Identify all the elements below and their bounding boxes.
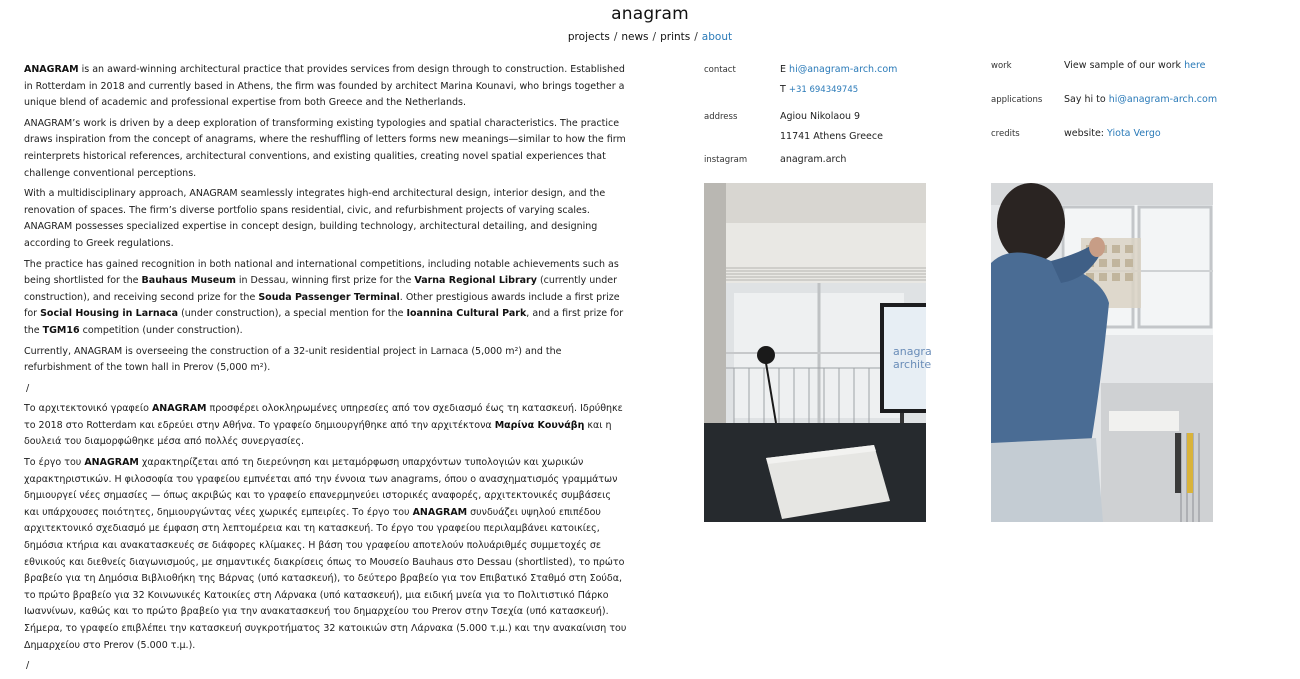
bio-text-span: προσφέρει ολοκληρωμένες υπηρεσίες από τον σχεδιασμό έως τη κατασκευή. Ιδρύθηκε το 2018 στο Rotterdam και εδρεύει στην Αθήνα. Το γραφείο δημιουργήθηκε από την αρχιτέκτονα [24,403,623,431]
bio-text-span: Το έργο του [24,457,85,469]
bio-text-span: competition (under construction). [79,324,243,336]
bio-highlight: ANAGRAM [84,457,139,469]
bio-text-span: , and a first prize for the [24,308,624,336]
contact-label: contact [704,65,736,75]
applications-label: applications [991,95,1043,105]
address-link[interactable]: Agiou Nikolaou 9 [780,111,861,122]
email-prefix: E [780,64,787,75]
office-photo [704,183,932,522]
bio-en-p3: With a multidisciplinary approach, ANAGRAM seamlessly integrates high-end architectural design, interior design, and the renovation of spaces. The firm’s diverse portfolio spans residential, civic, and refurbishment projects of varying scales. ANAGRAM possesses specialized expertise in concept design, building technology, architectural detailing, and designing according to Greek regulations. [24,188,606,249]
bio-highlight: ANAGRAM [412,506,468,518]
phone-row [780,84,858,95]
work-here-link[interactable]: here [1184,60,1206,71]
person-photo-image [991,183,1213,522]
bio-text-span: (under construction), a special mention for the [178,308,407,320]
email-link[interactable]: hi@anagram-arch.com [789,64,898,75]
nav-news[interactable]: news [621,31,649,43]
person-photo [991,183,1213,522]
bio-highlight: Ioannina Cultural Park [406,308,527,320]
bio-el-p2 [24,455,628,654]
credits-link[interactable]: Yiota Vergo [1107,128,1161,139]
work-row [1064,60,1206,71]
instagram-link[interactable]: anagram.arch [780,154,847,165]
bio-en-p1 [24,62,628,112]
credits-row [1064,128,1161,139]
bio-highlight: Varna Regional Library [414,275,537,287]
work-label: work [991,61,1012,71]
applications-text: Say hi to [1064,94,1109,105]
nav-about[interactable]: about [701,31,733,43]
work-text: View sample of our work [1064,60,1185,71]
bio-text-span: in Dessau, winning first prize for the [235,275,415,287]
bio-text-span: χαρακτηρίζεται από τη διερεύνηση και μεταμόρφωση υπαρχόντων τυπολογιών και χωρικών χαρακτηριστικών. Η φιλοσοφία του γραφείου εμπνέεται από την έννοια των anagrams, όπου ο ανασχηματισμός γραμμάτων δημιουργεί νέες σημασίες — όπως ακριβώς και το γραφείο επανερμηνεύει ιστορικές αναφορές, αρχιτεκτονικές συμβάσεις και υπάρχουσες ποιότητες, δημιουργώντας νέες χωρικές εμπειρίες. Το έργο του [24,457,618,518]
bio-text-span: συνδυάζει υψηλού επιπέδου αρχιτεκτονικό σχεδιασμό με έμφαση στη λεπτομέρεια και τη κατασκευή. Το έργο του γραφείου περιλαμβάνει κατοικίες, δημόσια κτήρια και ανακατασκευές σε διάφορες κλίμακες. Η βάση του γραφείου αποτελούν πολυάριθμές συμμετοχές σε εθνικούς και διεθνείς διαγωνισμούς, με σημαντικές διακρίσεις όπως το Μουσείο Bauhaus στο Dessau (shortlisted), το πρώτο βραβείο για τη Δημόσια Βιβλιοθήκη της Βάρνας (υπό κατασκευή), το δεύτερο βραβείο για τον Επιβατικό Σταθμό στη Σούδα, το πρώτο βραβείο για 32 Κοινωνικές Κατοικίες στη Λάρνακα (υπό κατασκευή), μια ειδική μνεία για το Πολιτιστικό Πάρκο Ιωαννίνων, καθώς και το πρώτο βραβείο για την ανακατασκευή του δημαρχείου του Prerov στην Τσεχία (υπό κατασκευή). Σήμερα, το γραφείο επιβλέπει την κατασκευή συγκροτήματος 32 κατοικιών στη Λάρνακα (5.000 τ.μ.) και την ανακαίνιση του Δημαρχείου στο Prerov (5.000 τ.μ.). [24,506,627,651]
bio-text [24,62,628,679]
instagram-label: instagram [704,155,748,165]
applications-row [1064,94,1217,105]
bio-en-p2: ANAGRAM’s work is driven by a deep exploration of transforming existing typologies and spatial characteristics. The practice draws inspiration from the concept of anagrams, where the reshuffling of letters forms new meanings—similar to how the firm reinterprets historical references, architectural conventions, and existing qualities, creating novel spatial experiences that challenge conventional perceptions. [24,117,626,179]
bio-highlight: TGM16 [42,324,80,336]
credits-text: website: [1064,128,1108,139]
address-label: address [704,112,738,122]
phone-link[interactable]: +31 694349745 [788,85,859,95]
email-row [780,64,897,75]
phone-prefix: T [780,84,786,95]
bio-highlight: Bauhaus Museum [141,275,236,287]
bio-text-span: The practice has gained recognition in both national and international competitions, including notable achievements such as being shortlisted for the [24,258,619,287]
bio-en-p5: Currently, ANAGRAM is overseeing the construction of a 32-unit residential project in Larnaca (5,000 m²) and the refurbishment of the town hall in Prerov (5,000 m²). [24,345,562,374]
bio-el-p1 [24,401,628,451]
address-city: 11741 Athens Greece [780,131,883,142]
brand-name: ANAGRAM [24,64,79,75]
nav-separator: / [613,31,618,43]
language-divider: / [26,382,30,394]
bio-text-span: και η δουλειά του διαμορφώθηκε μέσα από πολλές συνεργασίες. [24,419,612,448]
bio-highlight: Social Housing in Larnaca [40,308,179,320]
end-divider: / [26,660,30,672]
bio-text-span: (currently under construction), and receiving second prize for the [24,275,618,303]
bio-highlight: Souda Passenger Terminal [258,291,400,303]
applications-email-link[interactable]: hi@anagram-arch.com [1108,94,1218,105]
bio-en-p4 [24,257,628,340]
bio-highlight: ANAGRAM [151,403,207,415]
nav-separator: / [694,31,698,43]
bio-en-p1-text: is an award-winning architectural practice that provides services from design through to construction. Established in Rotterdam in 2018 and currently based in Athens, the firm was founded by architect Marina Kounavi, who brings together a unique blend of academic and professional expertise from both Greece and the Netherlands. [24,64,625,109]
bio-highlight: Μαρίνα Κουνάβη [494,419,585,431]
nav-separator: / [652,31,657,43]
main-nav [0,31,1300,43]
credits-label: credits [991,129,1020,139]
office-screen-text: anagra archite [893,345,932,371]
nav-projects[interactable]: projects [567,31,610,43]
nav-prints[interactable]: prints [660,31,691,43]
bio-text-span: . Other prestigious awards include a first prize for [24,291,620,320]
bio-text-span: Το αρχιτεκτονικό γραφείο [24,403,152,415]
site-title[interactable]: anagram [611,4,689,24]
